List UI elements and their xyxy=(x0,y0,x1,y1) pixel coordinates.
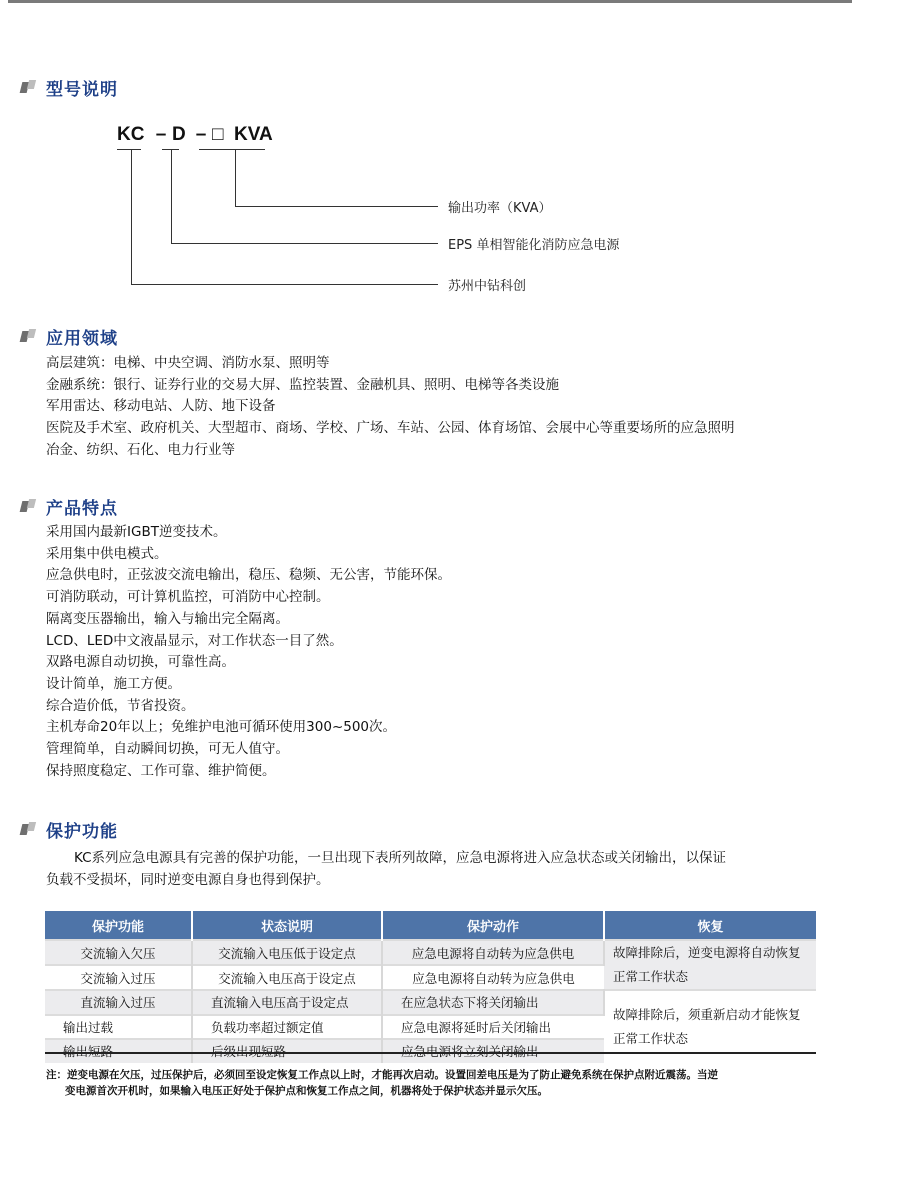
cell-function xyxy=(45,1039,192,1063)
leader-brand-v xyxy=(131,149,132,284)
label-manufacturer: 苏州中钻科创 xyxy=(448,279,527,294)
protection-intro xyxy=(46,847,836,891)
model-code-dash: – xyxy=(155,124,167,145)
model-code-unit: KVA xyxy=(234,124,273,145)
leader-brand-h xyxy=(131,284,438,285)
leader-power-h xyxy=(235,206,438,207)
section-title: 保护功能 xyxy=(46,821,118,842)
section-header-protection xyxy=(21,817,118,841)
note-line: 变电源首次开机时，如果输入电压正好处于保护点和恢复工作点之间，机器将处于保护状态并显示欠压。 xyxy=(65,1085,548,1097)
model-code xyxy=(117,124,273,146)
list-item: 冶金、纺织、石化、电力行业等 xyxy=(46,441,235,458)
table-row xyxy=(45,940,816,965)
list-item: 医院及手术室、政府机关、大型超市、商场、学校、广场、车站、公园、体育场馆、会展中心等重要场所的应急照明 xyxy=(46,420,735,437)
list-item: 采用集中供电模式。 xyxy=(46,545,168,562)
label-product-type: EPS 单相智能化消防应急电源 xyxy=(448,238,620,253)
section-bullet-icon xyxy=(21,329,37,343)
table-header-row xyxy=(45,911,816,940)
column-header-recovery: 恢复 xyxy=(604,911,816,940)
cell-state: 负载功率超过额定值 xyxy=(192,1015,382,1040)
cell-action: 在应急状态下将关闭输出 xyxy=(382,990,604,1015)
section-title: 产品特点 xyxy=(46,498,118,519)
table-bottom-rule xyxy=(45,1052,816,1054)
leader-power-v xyxy=(235,149,236,206)
model-code-brand: KC xyxy=(117,124,145,145)
list-item: 高层建筑：电梯、中央空调、消防水泵、照明等 xyxy=(46,355,330,371)
list-item: 采用国内最新IGBT逆变技术。 xyxy=(46,524,227,540)
table-row xyxy=(45,990,816,1015)
list-item: 主机寿命20年以上；免维护电池可循环使用300~500次。 xyxy=(46,719,397,736)
underline-power xyxy=(199,149,265,150)
cell-action xyxy=(382,1039,604,1063)
leader-type-h xyxy=(171,243,438,244)
intro-line: KC系列应急电源具有完善的保护功能，一旦出现下表所列故障，应急电源将进入应急状态或关闭输出，以保证 xyxy=(74,850,727,866)
list-item: 设计简单，施工方便。 xyxy=(46,675,181,692)
column-header-action: 保护动作 xyxy=(382,911,604,940)
section-header-features xyxy=(21,494,118,518)
cell-state: 交流输入电压高于设定点 xyxy=(192,965,382,990)
cell-recovery: 故障排除后，须重新启动才能恢复正常工作状态 xyxy=(604,990,816,1063)
note-line: 注：逆变电源在欠压，过压保护后，必须回至设定恢复工作点以上时，才能再次启动。设置回差电压是为了防止避免系统在保护点附近震荡。当逆 xyxy=(46,1069,718,1081)
protection-table xyxy=(45,911,816,1063)
leader-type-v xyxy=(171,149,172,243)
list-item: 综合造价低，节省投资。 xyxy=(46,697,195,714)
cell-state: 直流输入电压高于设定点 xyxy=(192,990,382,1015)
list-item: 金融系统：银行、证券行业的交易大屏、监控装置、金融机具、照明、电梯等各类设施 xyxy=(46,376,559,393)
intro-line: 负载不受损坏，同时逆变电源自身也得到保护。 xyxy=(46,872,330,888)
applications-list xyxy=(46,353,735,462)
list-item: 保持照度稳定、工作可靠、维护简便。 xyxy=(46,762,276,779)
list-item: 隔离变压器输出，输入与输出完全隔离。 xyxy=(46,610,289,627)
list-item: 双路电源自动切换，可靠性高。 xyxy=(46,654,235,671)
protection-note xyxy=(46,1067,718,1099)
cell-function: 交流输入欠压 xyxy=(45,940,192,965)
column-header-function: 保护功能 xyxy=(45,911,192,940)
list-item: 应急供电时，正弦波交流电输出，稳压、稳频、无公害，节能环保。 xyxy=(46,567,451,584)
list-item: LCD、LED中文液晶显示，对工作状态一目了然。 xyxy=(46,632,343,649)
model-diagram xyxy=(0,0,900,320)
section-title: 型号说明 xyxy=(46,79,118,100)
model-code-type: D xyxy=(172,124,186,145)
section-title: 应用领域 xyxy=(46,328,118,349)
section-bullet-icon xyxy=(21,822,37,836)
section-bullet-icon xyxy=(21,499,37,513)
underline-brand xyxy=(117,149,141,150)
column-header-state: 状态说明 xyxy=(192,911,382,940)
list-item: 军用雷达、移动电站、人防、地下设备 xyxy=(46,398,276,415)
section-header-applications xyxy=(21,324,118,348)
cell-state xyxy=(192,1039,382,1063)
list-item: 可消防联动，可计算机监控，可消防中心控制。 xyxy=(46,589,330,606)
model-code-box: □ xyxy=(212,124,224,145)
cell-action: 应急电源将自动转为应急供电 xyxy=(382,940,604,965)
cell-action: 应急电源将延时后关闭输出 xyxy=(382,1015,604,1040)
cell-action: 应急电源将自动转为应急供电 xyxy=(382,965,604,990)
cell-function: 直流输入过压 xyxy=(45,990,192,1015)
cell-state: 交流输入电压低于设定点 xyxy=(192,940,382,965)
model-code-dash: – xyxy=(195,124,207,145)
cell-recovery: 故障排除后，逆变电源将自动恢复正常工作状态 xyxy=(604,940,816,990)
cell-function: 输出过载 xyxy=(45,1015,192,1040)
features-list xyxy=(46,522,451,782)
label-output-power: 输出功率（KVA） xyxy=(448,201,552,216)
cell-function: 交流输入过压 xyxy=(45,965,192,990)
list-item: 管理简单，自动瞬间切换，可无人值守。 xyxy=(46,741,289,758)
